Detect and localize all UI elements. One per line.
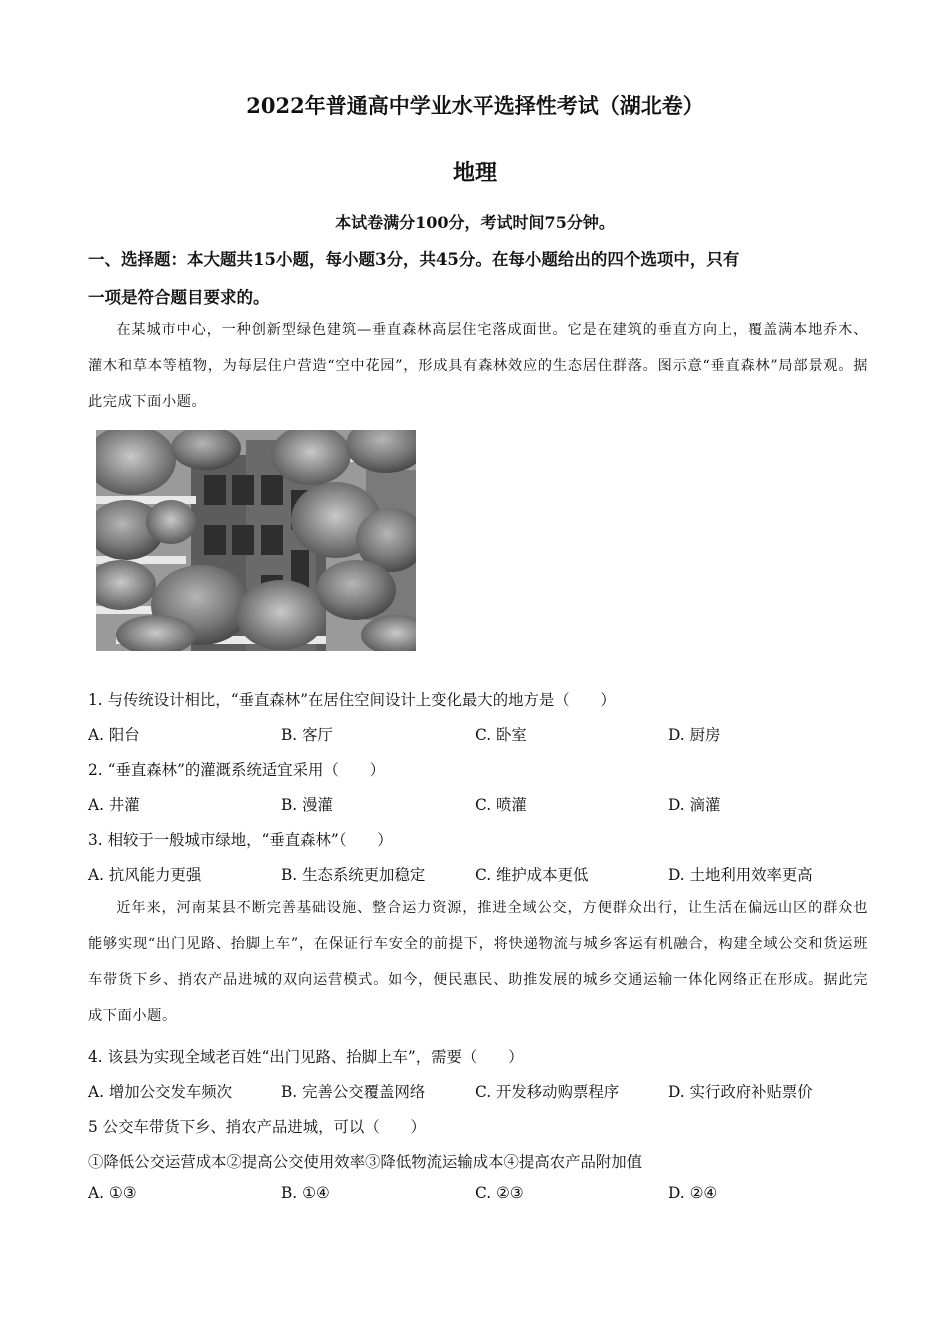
exam-note: 本试卷满分100分，考试时间75分钟。 <box>335 213 615 232</box>
exam-title: 2022年普通高中学业水平选择性考试（湖北卷） <box>246 93 704 118</box>
question-1-option-c: C. 卧室 <box>475 726 527 744</box>
question-5-stem: 5 公交车带货下乡、捎农产品进城，可以（ ） <box>88 1118 426 1136</box>
question-3-stem: 3. 相较于一般城市绿地，“垂直森林”（ ） <box>88 831 393 849</box>
question-4-stem: 4. 该县为实现全域老百姓“出门见路、抬脚上车”，需要（ ） <box>88 1048 524 1066</box>
question-1-option-d: D. 厨房 <box>668 726 721 744</box>
question-1-option-b: B. 客厅 <box>281 726 333 744</box>
question-1-stem: 1. 与传统设计相比，“垂直森林”在居住空间设计上变化最大的地方是（ ） <box>88 691 616 709</box>
question-5-option-d: D. ②④ <box>668 1184 718 1202</box>
question-3-option-a: A. 抗风能力更强 <box>88 866 202 884</box>
vertical-forest-photo <box>96 430 416 651</box>
question-3-option-c: C. 维护成本更低 <box>475 866 589 884</box>
question-4-option-c: C. 开发移动购票程序 <box>475 1083 620 1101</box>
question-4-option-b: B. 完善公交覆盖网络 <box>281 1083 426 1101</box>
question-4-option-d: D. 实行政府补贴票价 <box>668 1083 813 1101</box>
question-5-option-c: C. ②③ <box>475 1184 524 1202</box>
question-2-option-b: B. 漫灌 <box>281 796 333 814</box>
question-2-option-c: C. 喷灌 <box>475 796 527 814</box>
question-3-option-d: D. 土地利用效率更高 <box>668 866 813 884</box>
question-5-option-b: B. ①④ <box>281 1184 330 1202</box>
question-1-option-a: A. 阳台 <box>88 726 140 744</box>
subject-title: 地理 <box>452 160 497 186</box>
passage-vertical-forest: 在某城市中心，一种创新型绿色建筑—垂直森林高层住宅落成面世。它是在建筑的垂直方向上，覆盖满本地乔木、灌木和草本等植物，为每层住户营造“空中花园”，形成具有森林效应的生态居住群落。图示意“垂直森林”局部景观。据此完成下面小题。 <box>88 322 868 410</box>
question-5-statements: ①降低公交运营成本②提高公交使用效率③降低物流运输成本④提高农产品附加值 <box>88 1153 643 1171</box>
question-2-stem: 2. “垂直森林”的灌溉系统适宜采用（ ） <box>88 761 385 779</box>
section-heading-line1: 一、选择题：本大题共15小题，每小题3分，共45分。在每小题给出的四个选项中，只有 <box>88 250 740 269</box>
question-2-option-a: A. 井灌 <box>88 796 140 814</box>
section-heading-line2: 一项是符合题目要求的。 <box>88 288 270 307</box>
question-4-option-a: A. 增加公交发车频次 <box>88 1083 233 1101</box>
question-3-option-b: B. 生态系统更加稳定 <box>281 866 426 884</box>
question-2-option-d: D. 滴灌 <box>668 796 721 814</box>
passage-county-transit: 近年来，河南某县不断完善基础设施、整合运力资源，推进全域公交，方便群众出行，让生活在偏远山区的群众也能够实现“出门见路、抬脚上车”，在保证行车安全的前提下，将快递物流与城乡客运有机融合，构建全域公交和货运班车带货下乡、捎农产品进城的双向运营模式。如今，便民惠民、助推发展的城乡交通运输一体化网络正在形成。据此完成下面小题。 <box>88 900 868 1024</box>
question-5-option-a: A. ①③ <box>88 1184 137 1202</box>
